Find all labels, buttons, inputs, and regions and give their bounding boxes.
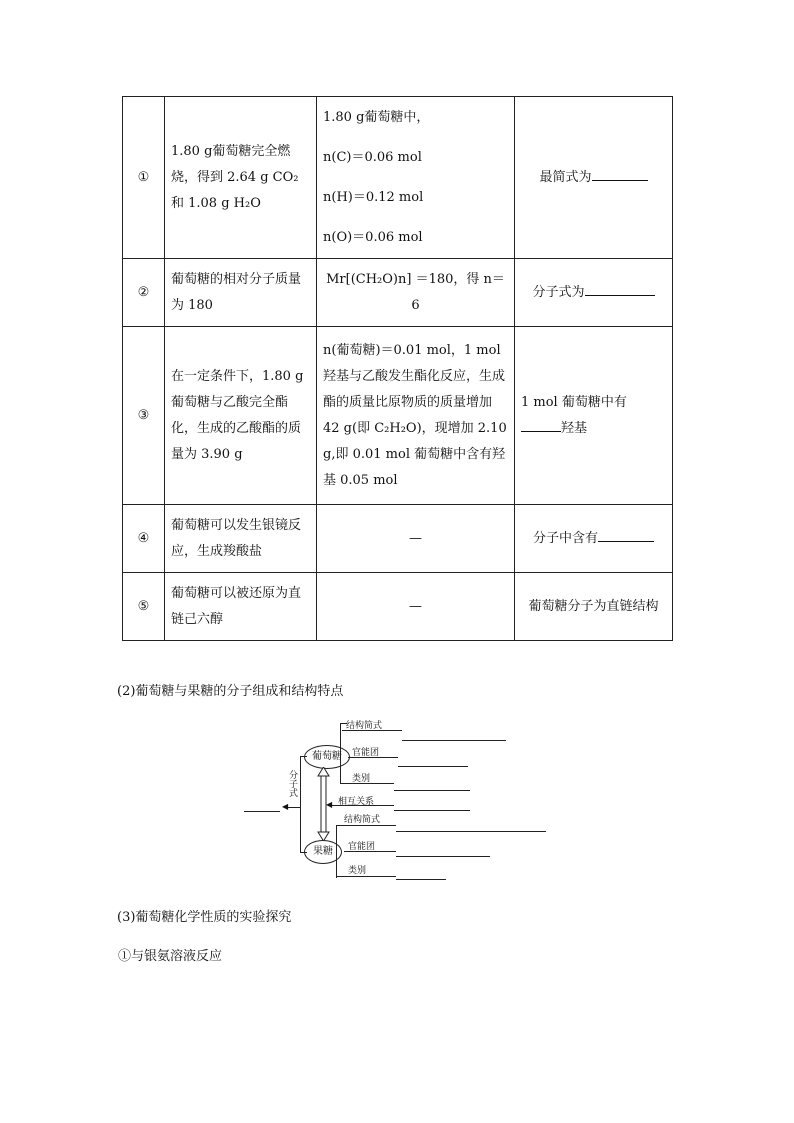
- answer-blank[interactable]: [396, 879, 446, 880]
- glucose-node: 葡萄糖: [304, 745, 350, 769]
- subsection-title: ①与银氨溶液反应: [118, 949, 223, 964]
- experiment-cell: 1.80 g葡萄糖完全燃烧，得到 2.64 g CO₂和 1.08 g H₂O: [165, 97, 317, 259]
- arrow-head-icon: ◀: [326, 800, 333, 809]
- row-number: ④: [123, 505, 165, 573]
- conclusion-cell: [515, 327, 673, 505]
- fructose-item-label: 类别: [348, 866, 367, 876]
- conclusion-cell: [515, 259, 673, 327]
- conclusion-text: 1 mol 葡萄糖中有: [521, 394, 627, 410]
- experiment-cell: 葡萄糖可以被还原为直链己六醇: [165, 573, 317, 641]
- relation-label: 相互关系: [338, 797, 375, 807]
- glucose-branch: [340, 723, 347, 784]
- answer-blank[interactable]: [396, 831, 546, 832]
- answer-blank[interactable]: [592, 168, 648, 181]
- answer-blank[interactable]: [585, 283, 655, 296]
- answer-blank[interactable]: [398, 766, 468, 767]
- table-row: [123, 97, 673, 259]
- conclusion-cell: [515, 505, 673, 573]
- divider: [340, 825, 396, 826]
- analysis-line: n(H)＝0.12 mol: [323, 189, 424, 205]
- answer-blank[interactable]: [394, 810, 470, 811]
- conclusion-text: 分子式为: [532, 284, 585, 300]
- glucose-item-label: 类别: [352, 774, 371, 784]
- divider: [342, 730, 402, 731]
- analysis-cell: n(葡萄糖)＝0.01 mol，1 mol 羟基与乙酸发生酯化反应，生成酯的质量比原物质的质量增加 42 g(即 C₂H₂O)，现增加 2.10 g,即 0.01 mol 葡萄糖中含有羟基 0.05 mol: [317, 327, 515, 505]
- section-title: (3)葡萄糖化学性质的实验探究: [117, 910, 292, 925]
- arrow-head-icon: ◀: [282, 802, 289, 811]
- divider: [348, 757, 398, 758]
- analysis-line: n(C)＝0.06 mol: [323, 149, 422, 165]
- divider: [344, 851, 396, 852]
- bracket: [300, 756, 307, 853]
- glucose-item-label: 结构简式: [346, 721, 383, 731]
- answer-blank[interactable]: [521, 419, 561, 432]
- fructose-node: 果糖: [304, 840, 342, 864]
- analysis-cell: —: [317, 505, 515, 573]
- analysis-line: 1.80 g葡萄糖中，: [323, 109, 430, 125]
- experiment-cell: 在一定条件下，1.80 g 葡萄糖与乙酸完全酯化，生成的乙酸酯的质量为 3.90 g: [165, 327, 317, 505]
- analysis-cell: [317, 97, 515, 259]
- analysis-cell: —: [317, 573, 515, 641]
- table-row: [123, 505, 673, 573]
- row-number: ②: [123, 259, 165, 327]
- section-title: (2)葡萄糖与果糖的分子组成和结构特点: [117, 684, 344, 699]
- experiment-cell: 葡萄糖可以发生银镜反应，生成羧酸盐: [165, 505, 317, 573]
- fructose-item-label: 结构简式: [344, 815, 381, 825]
- table-row: [123, 573, 673, 641]
- formula-blank[interactable]: [244, 811, 280, 812]
- analysis-cell: Mr[(CH₂O)n] ＝180，得 n＝6: [317, 259, 515, 327]
- conclusion-cell: 葡萄糖分子为直链结构: [515, 573, 673, 641]
- row-number: ⑤: [123, 573, 165, 641]
- fructose-item-label: 官能团: [348, 842, 376, 852]
- conclusion-cell: [515, 97, 673, 259]
- glucose-item-label: 官能团: [352, 748, 380, 758]
- row-number: ①: [123, 97, 165, 259]
- answer-blank[interactable]: [598, 529, 654, 542]
- divider: [336, 876, 396, 877]
- table-row: [123, 259, 673, 327]
- conclusion-text: 分子中含有: [532, 530, 598, 546]
- answer-blank[interactable]: [396, 856, 490, 857]
- answer-blank[interactable]: [394, 790, 470, 791]
- answer-blank[interactable]: [402, 740, 506, 741]
- table-row: [123, 327, 673, 505]
- conclusion-text: 最简式为: [539, 169, 592, 185]
- divider: [340, 783, 394, 784]
- formula-label: 分子式: [287, 770, 297, 797]
- fructose-branch: [336, 825, 343, 878]
- experiment-cell: 葡萄糖的相对分子质量为 180: [165, 259, 317, 327]
- row-number: ③: [123, 327, 165, 505]
- analysis-line: n(O)＝0.06 mol: [323, 229, 423, 245]
- experiment-table: [122, 96, 673, 641]
- conclusion-text: 羟基: [561, 420, 588, 436]
- glucose-fructose-diagram: [240, 715, 560, 885]
- relation-arrow: [330, 805, 394, 806]
